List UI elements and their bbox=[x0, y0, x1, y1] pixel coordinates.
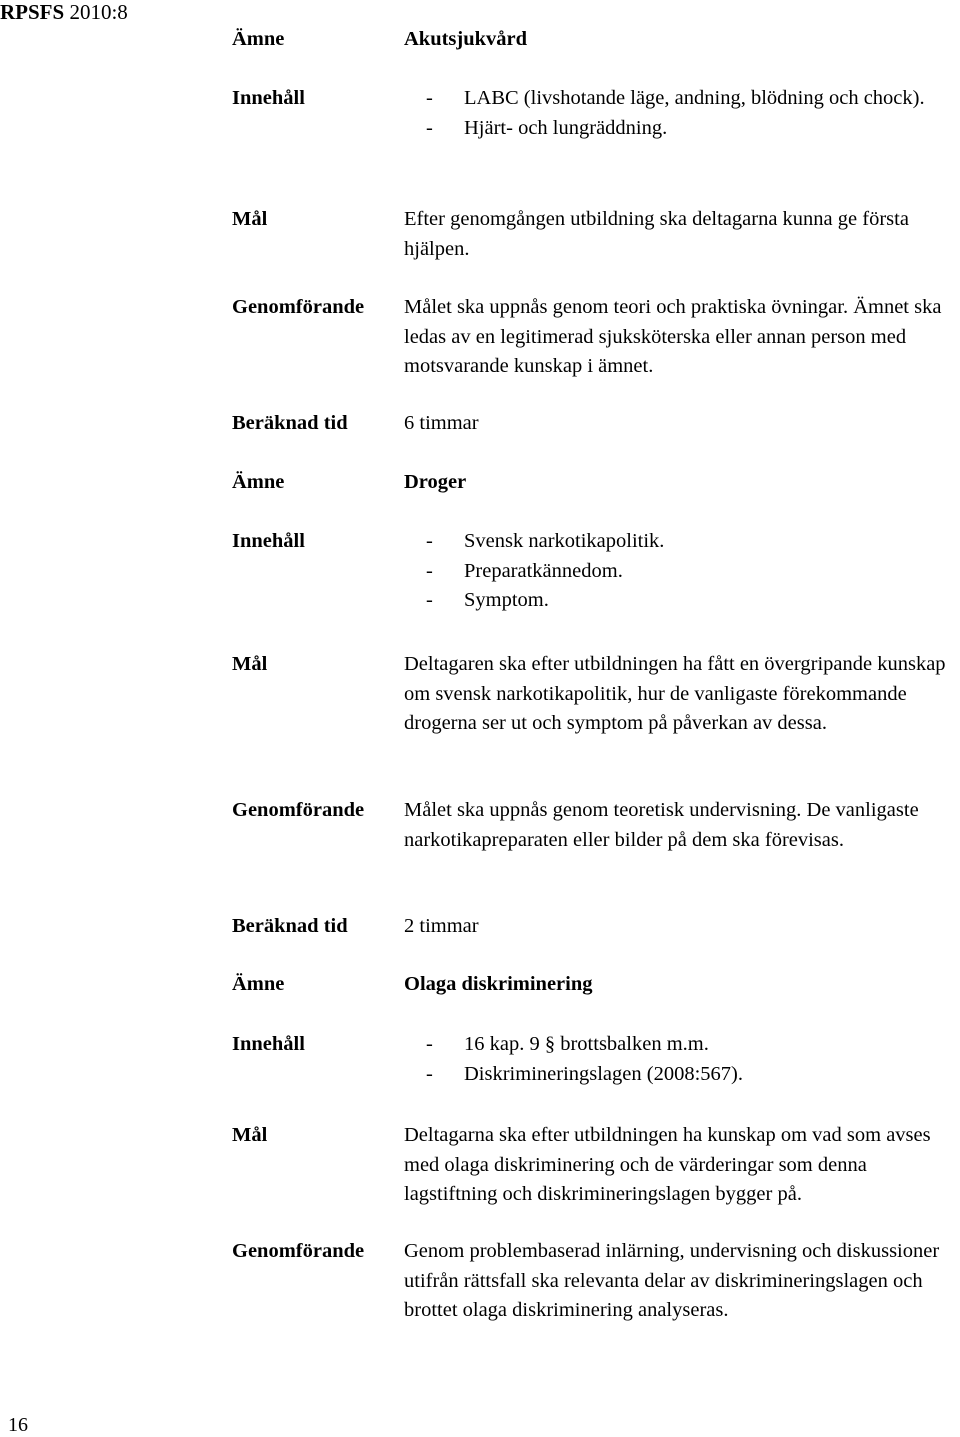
list-item bbox=[404, 1060, 960, 1090]
subject-label: Ämne bbox=[232, 973, 285, 995]
goal-text: Efter genomgången utbildning ska deltagarna kunna ge första hjälpen. bbox=[404, 208, 909, 260]
time-value: 6 timmar bbox=[404, 412, 479, 434]
dash-bullet: - bbox=[426, 1062, 433, 1085]
subject-title: Droger bbox=[404, 471, 467, 493]
subject-label: Ämne bbox=[232, 471, 285, 493]
goal-text: Deltagarna ska efter utbildningen ha kunskap om vad som avses med olaga diskriminering och de värderingar som denna lagstiftning och diskrimineringslagen bygger på. bbox=[404, 1124, 931, 1205]
list-item bbox=[404, 527, 960, 557]
list-item bbox=[404, 114, 960, 144]
dash-bullet: - bbox=[426, 559, 433, 582]
list-item-text: Diskrimineringslagen (2008:567). bbox=[464, 1062, 743, 1085]
content-label: Innehåll bbox=[232, 87, 305, 109]
implementation-label: Genomförande bbox=[232, 1240, 365, 1262]
dash-bullet: - bbox=[426, 116, 433, 139]
dash-bullet: - bbox=[426, 87, 433, 109]
goal-text: Deltagaren ska efter utbildningen ha fått en övergripande kunskap om svensk narkotikapolitik, hur de vanligaste förekommande drogerna ser ut och symptom på påverkan av dessa. bbox=[404, 653, 946, 734]
content-list bbox=[404, 527, 960, 616]
subject-label: Ämne bbox=[232, 28, 285, 50]
list-item-text: LABC (livshotande läge, andning, blödning och chock). bbox=[464, 87, 925, 109]
implementation-text: Målet ska uppnås genom teoretisk undervisning. De vanligaste narkotikapreparaten eller bilder på dem ska förevisas. bbox=[404, 799, 919, 851]
list-item bbox=[404, 557, 960, 587]
content-list bbox=[404, 84, 960, 143]
list-item bbox=[404, 586, 960, 616]
list-item-text: Hjärt- och lungräddning. bbox=[464, 116, 668, 139]
document-code: RPSFS bbox=[0, 0, 65, 24]
content-label: Innehåll bbox=[232, 1033, 305, 1055]
implementation-text: Genom problembaserad inlärning, undervisning och diskussioner utifrån rättsfall ska relevanta delar av diskrimineringslagen och brottet olaga diskriminering analyseras. bbox=[404, 1240, 940, 1321]
dash-bullet: - bbox=[426, 530, 433, 552]
list-item-text: Symptom. bbox=[464, 589, 549, 611]
goal-label: Mål bbox=[232, 208, 268, 230]
implementation-text: Målet ska uppnås genom teori och praktiska övningar. Ämnet ska ledas av en legitimerad sjuksköterska eller annan person med motsvarande kunskap i ämnet. bbox=[404, 296, 942, 377]
subject-title: Olaga diskriminering bbox=[404, 973, 593, 995]
subject-title: Akutsjukvård bbox=[404, 28, 528, 50]
content-label: Innehåll bbox=[232, 530, 305, 552]
dash-bullet: - bbox=[426, 1033, 433, 1055]
dash-bullet: - bbox=[426, 589, 433, 611]
implementation-label: Genomförande bbox=[232, 296, 365, 318]
goal-label: Mål bbox=[232, 653, 268, 675]
time-label: Beräknad tid bbox=[232, 412, 348, 434]
implementation-label: Genomförande bbox=[232, 799, 365, 821]
list-item-text: 16 kap. 9 § brottsbalken m.m. bbox=[464, 1033, 709, 1055]
list-item bbox=[404, 1030, 960, 1060]
list-item-text: Svensk narkotikapolitik. bbox=[464, 530, 665, 552]
time-label: Beräknad tid bbox=[232, 915, 348, 937]
list-item-text: Preparatkännedom. bbox=[464, 559, 623, 582]
time-value: 2 timmar bbox=[404, 915, 479, 937]
page-number: 16 bbox=[8, 1414, 28, 1436]
list-item bbox=[404, 84, 960, 114]
content-list bbox=[404, 1030, 960, 1089]
goal-label: Mål bbox=[232, 1124, 268, 1146]
document-number: 2010:8 bbox=[69, 0, 128, 24]
document-header bbox=[0, 0, 128, 24]
